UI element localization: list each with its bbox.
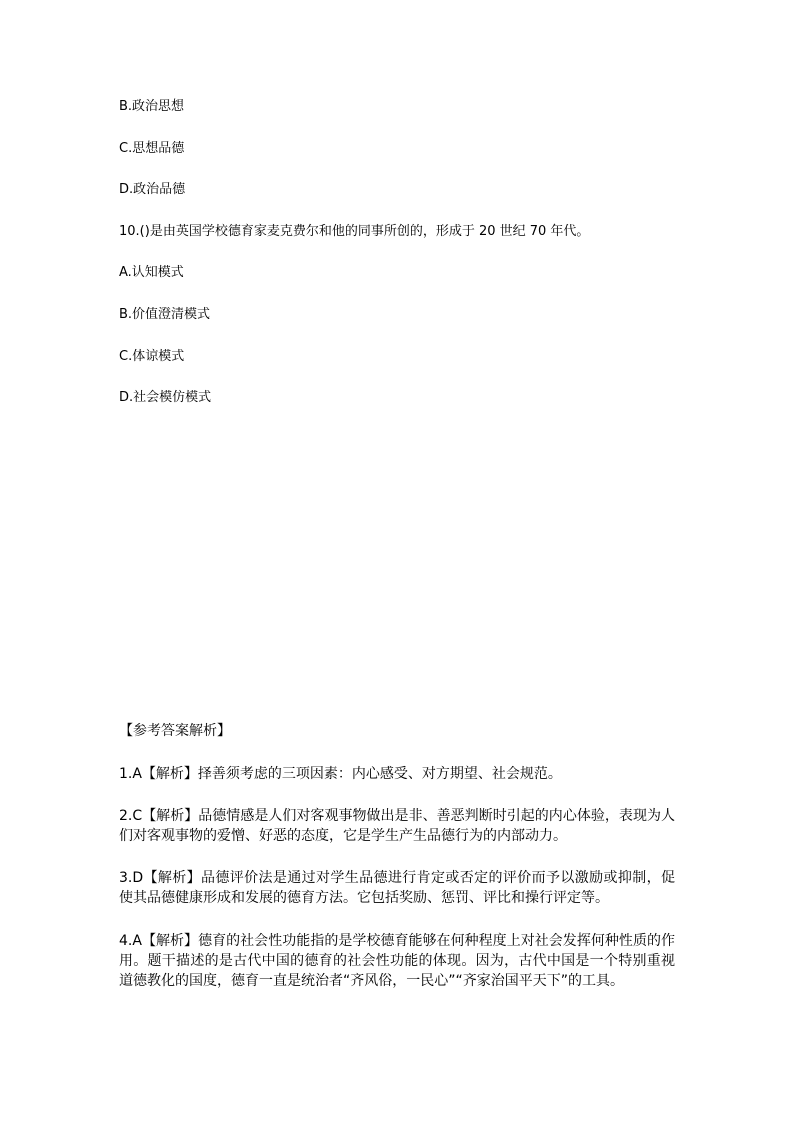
answer-2: 2.C【解析】品德情感是人们对客观事物做出是非、善恶判断时引起的内心体验，表现为人们对客观事物的爱憎、好恶的态度，它是学生产生品德行为的内部动力。 [119,808,675,844]
answer-4: 4.A【解析】德育的社会性功能指的是学校德育能够在何种程度上对社会发挥何种性质的作用。题干描述的是古代中国的德育的社会性功能的体现。因为，古代中国是一个特别重视道德教化的国度，德育一直是统治者“齐风俗，一民心”“齐家治国平天下”的工具。 [119,933,675,989]
answers-heading: 【参考答案解析】 [119,723,231,739]
q10-option-a: A.认知模式 [119,265,184,280]
q10-option-b: B.价值澄清模式 [119,307,211,322]
q9-option-d: D.政治品德 [119,182,186,197]
q9-option-b: B.政治思想 [119,99,185,114]
q9-option-c: C.思想品德 [119,141,185,156]
q10-stem: 10.()是由英国学校德育家麦克费尔和他的同事所创的，形成于 20 世纪 70 年代。 [119,224,590,239]
answer-3: 3.D【解析】品德评价法是通过对学生品德进行肯定或否定的评价而予以激励或抑制，促使其品德健康形成和发展的德育方法。它包括奖励、惩罚、评比和操行评定等。 [119,870,675,906]
answer-1: 1.A【解析】择善须考虑的三项因素：内心感受、对方期望、社会规范。 [119,766,562,782]
q10-option-d: D.社会模仿模式 [119,390,212,405]
q10-option-c: C.体谅模式 [119,349,185,364]
